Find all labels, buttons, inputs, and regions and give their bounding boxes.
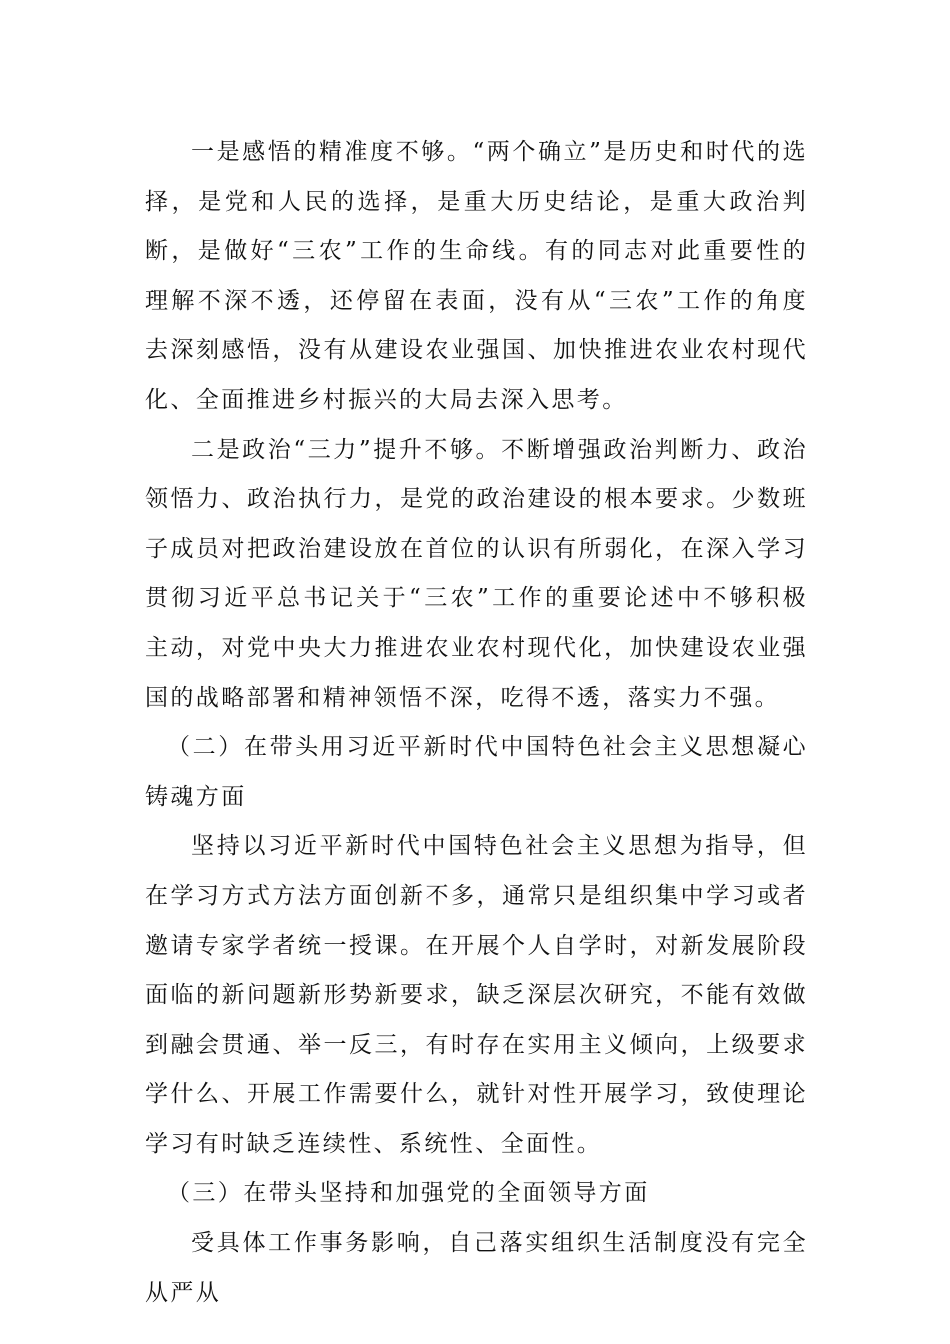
document-body (145, 128, 808, 1318)
section-heading-3: （三）在带头坚持和加强党的全面领导方面 (167, 1180, 650, 1207)
paragraph-political-three-abilities: 二是政治“三力”提升不够。不断增强政治判断力、政治领悟力、政治执行力，是党的政治建设的根本要求。少数班子成员对把政治建设放在首位的认识有所弱化，在深入学习贯彻习近平总书记关于“三农”工作的重要论述中不够积极主动，对党中央大力推进农业农村现代化，加快建设农业强国的战略部署和精神领悟不深，吃得不透，落实力不强。 (145, 436, 808, 711)
paragraph-organizational-life: 受具体工作事务影响，自己落实组织生活制度没有完全从严从 (145, 1230, 808, 1306)
paragraph-precision-of-understanding: 一是感悟的精准度不够。“两个确立”是历史和时代的选择，是党和人民的选择，是重大历史结论，是重大政治判断，是做好“三农”工作的生命线。有的同志对此重要性的理解不深不透，还停留在表面，没有从“三农”工作的角度去深刻感悟，没有从建设农业强国、加快推进农业农村现代化、全面推进乡村振兴的大局去深入思考。 (145, 139, 808, 413)
paragraph-theory-study: 坚持以习近平新时代中国特色社会主义思想为指导，但在学习方式方法方面创新不多，通常只是组织集中学习或者邀请专家学者统一授课。在开展个人自学时，对新发展阶段面临的新问题新形势新要求，缺乏深层次研究，不能有效做到融会贯通、举一反三，有时存在实用主义倾向，上级要求学什么、开展工作需要什么，就针对性开展学习，致使理论学习有时缺乏连续性、系统性、全面性。 (145, 833, 808, 1157)
section-heading-2: （二）在带头用习近平新时代中国特色社会主义思想凝心铸魂方面 (145, 734, 808, 810)
